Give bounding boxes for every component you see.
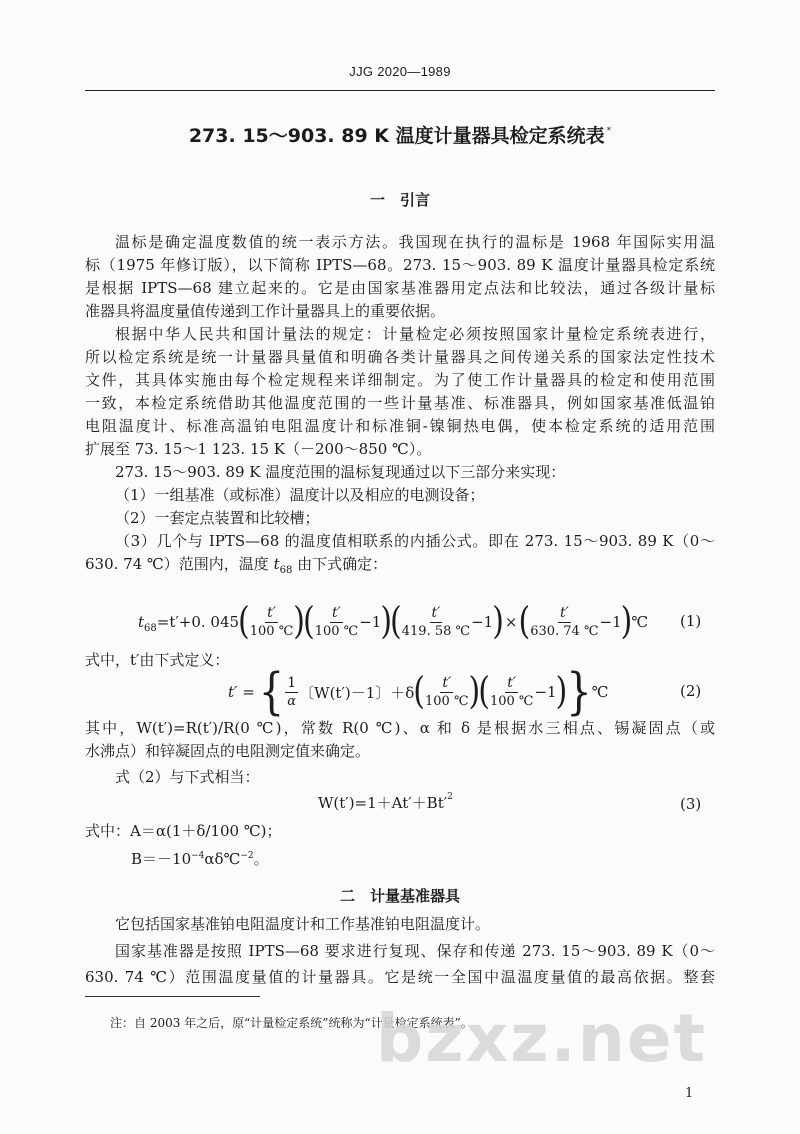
t68-symbol: t [273,555,280,573]
eq1-lhs: t [138,613,145,631]
paragraph-line: 一致，本检定系统借助其他温度范围的一些计量基准、标准器具，例如国家基准低温铂 [85,394,715,412]
fraction-numerator: t′ [267,605,276,621]
paren-close: ) [293,599,305,644]
paren-open: ( [302,599,315,644]
brace-open: { [258,663,285,721]
times-sign: × [504,613,518,631]
fraction-numerator: t′ [442,675,452,691]
paren-open: ( [238,599,250,644]
title-footnote-mark: * [606,126,612,136]
section-heading-intro: 一 引言 [369,191,430,209]
paragraph-line: 式（2）与下式相当： [115,768,260,786]
paragraph-line: 630. 74 ℃）范围温度量值的计量器具。它是统一全国中温温度量值的最高依据。整套 [85,968,715,986]
minus-one: −1 [471,613,494,631]
exponent: −2 [240,851,254,861]
fraction-denominator: 100 ℃ [489,694,534,709]
eq1-fraction-2 [315,606,359,638]
fraction-numerator: t′ [559,605,569,621]
paren-close: ) [492,599,504,644]
eq3-where-b: B＝－10 [131,850,192,868]
eq1-lhs-subscript: 68 [144,623,157,634]
fraction-denominator: 630. 74 ℃ [530,624,599,639]
fraction-denominator: 100 ℃ [314,624,359,639]
paragraph-line: 水沸点）和锌凝固点的电阻测定值来确定。 [85,742,371,760]
paren-open: ( [390,599,402,644]
paragraph-line: 温标是确定温度数值的统一表示方法。我国现在执行的温标是 1968 年国际实用温 [115,233,715,251]
paragraph-line: 电阻温度计、标准高温铂电阻温度计和标准铜-镍铜热电偶，使本检定系统的适用范围 [85,417,715,435]
eq1-fraction-3 [402,606,470,638]
standard-code-header: JJG 2020—1989 [349,64,451,79]
fraction-numerator: 1 [287,675,297,691]
paragraph-line: 准器具将温度量值传递到工作计量器具上的重要依据。 [85,302,446,320]
section-heading-standards: 二 计量基准器具 [339,887,460,905]
paragraph-line: 其中，W(t′)=R(t′)/R(0 ℃)，常数 R(0 ℃)、α 和 δ 是根据水三相点、锡凝固点（或 [85,719,715,737]
fraction-numerator: t′ [431,605,441,621]
paren-close: ) [380,599,393,644]
paragraph-line: 根据中华人民共和国计量法的规定：计量检定必须按照国家计量检定系统表进行， [115,325,715,343]
equation-number-1: (1) [680,612,702,630]
paragraph-line: 式中，t′由下式定义： [85,651,230,669]
equation-number-2: (2) [680,682,702,700]
paragraph-line: 273. 15～903. 89 K 温度范围的温标复现通过以下三部分来实现： [115,463,566,481]
paren-open: ( [478,669,490,714]
period: 。 [253,850,269,868]
paren-open: ( [413,669,426,714]
paragraph-line [85,554,387,581]
fraction-denominator: 100 ℃ [425,694,469,709]
fraction-denominator: 419. 58 ℃ [401,624,471,639]
eq3-expression: W(t′)=1＋At′＋Bt′ [318,794,448,812]
fraction-numerator: t′ [507,675,517,691]
eq2-fraction-2 [490,676,534,708]
page-number: 1 [685,1086,694,1101]
eq2-lhs: t′ = [228,683,255,701]
fraction-numerator: t′ [332,605,341,621]
eq2-unit: ℃ [591,683,609,701]
eq1-fraction-1 [250,606,294,638]
equation-3 [318,792,453,813]
paren-close: ) [468,669,481,714]
footnote: 注：自 2003 年之后，原“计量检定系统”统称为“计量检定系统表”。 [110,1016,473,1030]
header-rule [85,90,715,91]
paragraph-line: 式中：A＝α(1＋δ/100 ℃)； [85,822,282,840]
paragraph-line: 标（1975 年修订版），以下简称 IPTS—68。273. 15～903. 89 K 温度计量器具检定系统 [85,256,715,274]
fraction-denominator: 100 ℃ [249,624,294,639]
equation-number-3: (3) [680,795,702,813]
eq3-superscript: 2 [447,792,453,802]
brace-close: } [566,663,592,721]
eq2-fraction-1 [425,676,469,708]
item3-text-post: 由下式确定： [292,555,388,573]
minus-one: −1 [599,613,622,631]
list-item: （2）一套定点装置和比较槽； [115,509,320,527]
item3-text-pre: 630. 74 ℃）范围内，温度 [85,555,274,573]
equation-2 [228,663,609,721]
eq1-fraction-4 [530,606,598,638]
exponent: −4 [191,851,205,861]
equation-1 [138,598,648,646]
paragraph-line: 国家基准器是按照 IPTS—68 要求进行复现、保存和传递 273. 15～903. 89 K（0～ [115,942,715,960]
paragraph-line: 它包括国家基准铂电阻温度计和工作基准铂电阻温度计。 [115,915,491,933]
paragraph-line: 文件，其具体实施由每个检定规程来详细制定。为了使工作计量器具的检定和使用范围 [85,371,715,389]
paragraph-line: 所以检定系统是统一计量器具量值和明确各类计量器具之间传递关系的国家法定性技术 [85,348,715,366]
paragraph-line: 是根据 IPTS—68 建立起来的。它是由国家基准器用定点法和比较法，通过各级计量标 [85,279,715,297]
t68-subscript: 68 [279,565,293,576]
fraction-denominator: α [287,694,297,709]
paren-close: ) [555,669,568,714]
eq1-unit: ℃ [631,613,649,631]
list-item: （3）几个与 IPTS—68 的温度值相联系的内插公式。即在 273. 15～903. 89 K（0～ [115,532,715,550]
list-item: （1）一组基准（或标准）温度计以及相应的电测设备； [115,486,485,504]
title-text: 273. 15～903. 89 K 温度计量器具检定系统表 [188,125,605,147]
eq1-coefficient: =t′+0. 045 [156,613,240,631]
eq2-bracket-term: 〔W(t′)－1〕＋δ [299,683,415,702]
footnote-rule [85,996,260,997]
paren-open: ( [518,599,531,644]
watermark: bzxz.net [376,1000,708,1077]
paren-close: ) [620,599,633,644]
paragraph-line [131,846,269,869]
eq3-where-b-unit: αδ℃ [204,850,241,868]
document-title [0,121,800,148]
minus-one: −1 [359,613,382,631]
minus-one: −1 [534,683,557,701]
eq2-inverse-alpha [285,676,298,708]
paragraph-line: 扩展至 73. 15～1 123. 15 K（－200～850 ℃）。 [85,440,432,458]
